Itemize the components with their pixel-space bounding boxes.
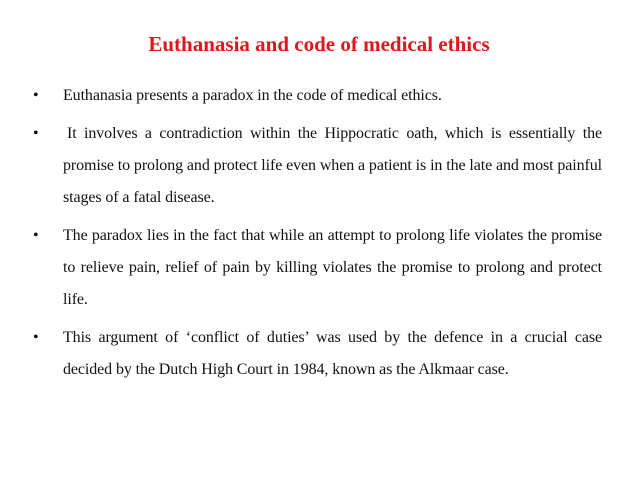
bullet-item-3 — [0, 220, 638, 316]
bullet-point-icon: • — [33, 125, 39, 142]
bullet-item-4 — [0, 322, 638, 386]
bullet-point-icon: • — [33, 227, 39, 244]
bullet-text: Euthanasia presents a paradox in the code of medical ethics. — [63, 87, 442, 104]
bullet-text: It involves a contradiction within the Hippocratic oath, which is essentially the promise to prolong and protect life even when a patient is in the late and most painful stages of a fatal disease. — [63, 125, 602, 206]
bullet-item-1 — [0, 80, 638, 112]
bullet-item-2 — [0, 118, 638, 214]
slide-title: Euthanasia and code of medical ethics — [148, 32, 490, 56]
bullet-point-icon: • — [33, 329, 39, 346]
bullet-text: This argument of ‘conflict of duties’ was used by the defence in a crucial case decided by the Dutch High Court in 1984, known as the Alkmaar case. — [63, 329, 602, 378]
bullet-list — [0, 80, 638, 392]
bullet-text: The paradox lies in the fact that while an attempt to prolong life violates the promise to relieve pain, relief of pain by killing violates the promise to prolong and protect life. — [63, 227, 602, 308]
bullet-point-icon: • — [33, 87, 39, 104]
